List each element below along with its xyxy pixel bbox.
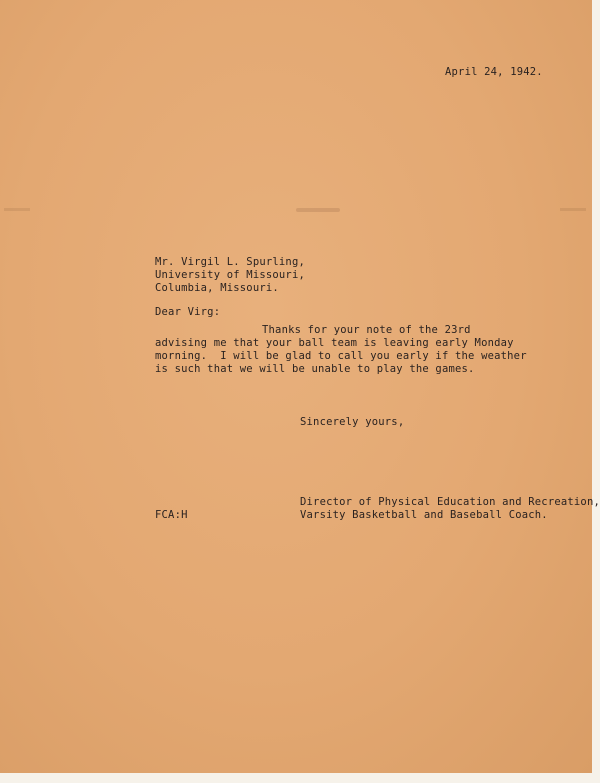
closing: Sincerely yours, <box>300 416 405 428</box>
body-line-2: advising me that your ball team is leaving early Monday <box>155 337 514 349</box>
body-line-4: is such that we will be unable to play the games. <box>155 363 475 375</box>
signature-title-line-1: Director of Physical Education and Recreation, <box>300 496 600 508</box>
body-line-3: morning. I will be glad to call you early if the weather <box>155 350 527 362</box>
salutation: Dear Virg: <box>155 306 221 318</box>
reference-initials: FCA:H <box>155 509 188 521</box>
signature-title-line-2: Varsity Basketball and Baseball Coach. <box>300 509 548 521</box>
paper-smudge <box>296 208 340 212</box>
paper-mark-right <box>560 208 586 211</box>
recipient-institution: University of Missouri, <box>155 269 305 281</box>
paper-mark-left <box>4 208 30 211</box>
recipient-name: Mr. Virgil L. Spurling, <box>155 256 305 268</box>
recipient-location: Columbia, Missouri. <box>155 282 279 294</box>
body-line-1: Thanks for your note of the 23rd <box>262 324 471 336</box>
letter-date: April 24, 1942. <box>445 66 543 78</box>
